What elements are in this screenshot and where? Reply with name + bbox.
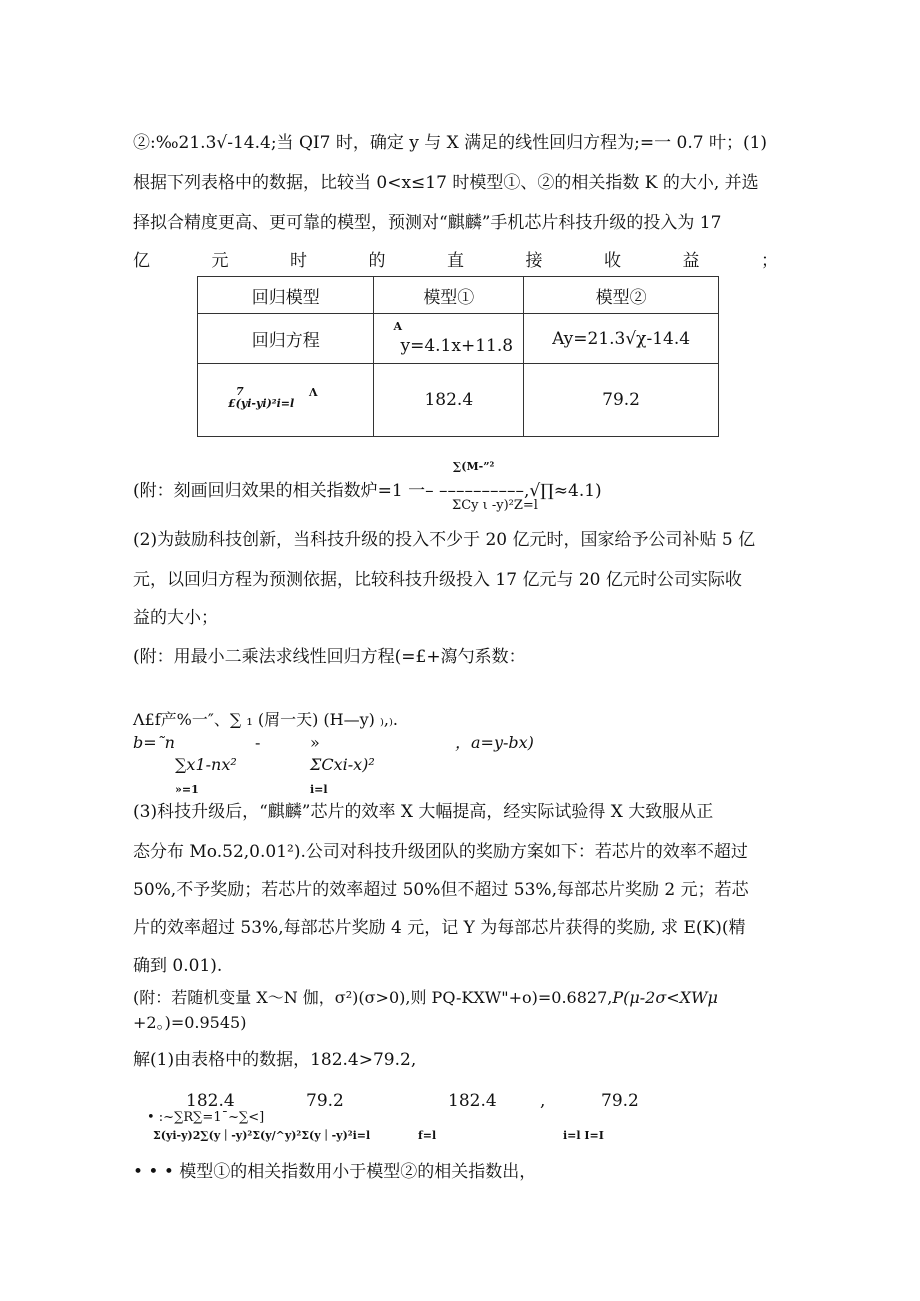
formula-denominator-1: ∑x1-nx² xyxy=(175,755,237,774)
solution-number: 79.2 xyxy=(306,1091,344,1111)
char: 亿 xyxy=(133,251,150,271)
char: 益 xyxy=(682,251,700,271)
note3-line-1a: (附：若随机变量 X～N 伽，σ²)(σ>0),则 PQ-KXW"+o)=0.6827, xyxy=(133,988,613,1007)
q1-line-2: 根据下列表格中的数据，比较当 0<x≤17 时模型①、②的相关指数 K 的大小, 并选 xyxy=(133,173,759,193)
solution-number: 182.4 xyxy=(448,1091,497,1111)
note3-line-1b: P(μ-2σ<XWμ xyxy=(612,988,718,1007)
note3-line-2: +2。)=0.9545) xyxy=(133,1013,247,1032)
formula-denominator-2: ΣCxi-x)² xyxy=(310,755,375,774)
char: 元 xyxy=(211,251,229,271)
sum-upper-limit: 7 xyxy=(236,385,244,398)
regression-table xyxy=(197,276,719,437)
table-row xyxy=(198,314,719,364)
note2: (附：用最小二乘法求线性回归方程(=£+瀉勺系数： xyxy=(133,647,526,667)
q1-line-1: ②:‰21.3√-14.4;当 QI7 时，确定 y 与 X 满足的线性回归方程为;=一 0.7 叶；(1) xyxy=(133,133,768,153)
model1-equation-cell xyxy=(374,314,524,364)
solution-number: 79.2 xyxy=(601,1091,639,1111)
model2-residual: 79.2 xyxy=(524,364,719,437)
formula-index-1: »=1 xyxy=(175,783,199,796)
q2-line-2: 元，以回归方程为预测依据，比较科技升级投入 17 亿元与 20 亿元时公司实际收 xyxy=(133,570,742,590)
row-label: 回归方程 xyxy=(198,314,374,364)
q3-line-4: 片的效率超过 53%,每部芯片奖励 4 元，记 Y 为每部芯片获得的奖励, 求 E(K)(精 xyxy=(133,918,746,938)
hat-mark: Λ xyxy=(309,386,318,399)
residual-sum-label: £(yi-yi)²i=l xyxy=(228,397,295,410)
note1-main: (附：刻画回归效果的相关指数炉=1 一– ––––––––––,√∏≈4.1) xyxy=(133,481,602,501)
solution-formula-index: Σ(yi-y)2∑(y｜-y)²Σ(y/^y)²Σ(y｜-y)²i=l xyxy=(153,1129,371,1142)
formula-mark: » xyxy=(310,733,320,752)
model2-equation: Ay=21.3√χ-14.4 xyxy=(524,314,719,364)
header-cell: 模型① xyxy=(374,277,524,314)
formula-line-a: Λ£f产%一″、∑ ₁ (屑一天) (H—y) ₎,₎. xyxy=(133,710,399,729)
q1-line-4 xyxy=(133,251,778,271)
q3-line-3: 50%,不予奖励；若芯片的效率超过 50%但不超过 53%,每部芯片奖励 2 元；若芯 xyxy=(133,880,749,900)
char: 收 xyxy=(604,251,621,271)
note3-line-1 xyxy=(133,988,718,1008)
solution-comma: , xyxy=(540,1091,546,1111)
formula-minus: - xyxy=(255,733,261,752)
model1-equation: y=4.1x+11.8 xyxy=(400,336,514,356)
formula-index-2: i=l xyxy=(310,783,328,796)
table-header-row xyxy=(198,277,719,314)
char: 直 xyxy=(447,251,464,271)
header-cell: 回归模型 xyxy=(198,277,374,314)
solution-formula-index: f=l xyxy=(418,1129,437,1142)
hat-mark: A xyxy=(393,320,403,333)
formula-b-label: b=˜n xyxy=(133,733,175,752)
header-cell: 模型② xyxy=(524,277,719,314)
q2-line-3: 益的大小； xyxy=(133,608,218,628)
model1-residual: 182.4 xyxy=(374,364,524,437)
solution-number: 182.4 xyxy=(186,1091,235,1111)
q3-line-5: 确到 0.01). xyxy=(133,956,223,976)
formula-a-eq: ，a=y-bx) xyxy=(455,733,534,752)
char: 接 xyxy=(525,251,543,271)
solution-line-1: 解(1)由表格中的数据，182.4>79.2, xyxy=(133,1050,417,1070)
note1-denominator xyxy=(452,498,538,514)
solution-line-2: • • • 模型①的相关指数用小于模型②的相关指数出， xyxy=(133,1162,537,1182)
q3-line-2: 态分布 Mo.52,0.01²).公司对科技升级团队的奖励方案如下：若芯片的效率不超过 xyxy=(133,842,748,862)
char: 的 xyxy=(368,251,386,271)
char: 时 xyxy=(290,251,307,271)
note1-numerator: ∑(M-”² xyxy=(453,460,495,473)
q3-line-1: (3)科技升级后，“麒麟”芯片的效率 X 大幅提高，经实际试验得 X 大致服从正 xyxy=(133,802,714,822)
solution-formula-row: • :~∑R∑=1ˉ~∑<] xyxy=(147,1110,265,1125)
q1-line-3: 择拟合精度更高、更可靠的模型，预测对“麒麟”手机芯片科技升级的投入为 17 xyxy=(133,213,722,233)
note1-denominator-text: ΣCy ι -y)²Z=l xyxy=(452,498,538,513)
solution-formula-index: i=l I=I xyxy=(563,1129,604,1142)
table-row xyxy=(198,364,719,437)
char: ； xyxy=(761,251,778,271)
residual-label-cell xyxy=(198,364,374,437)
q2-line-1: (2)为鼓励科技创新，当科技升级的投入不少于 20 亿元时，国家给予公司补贴 5 亿 xyxy=(133,530,756,550)
